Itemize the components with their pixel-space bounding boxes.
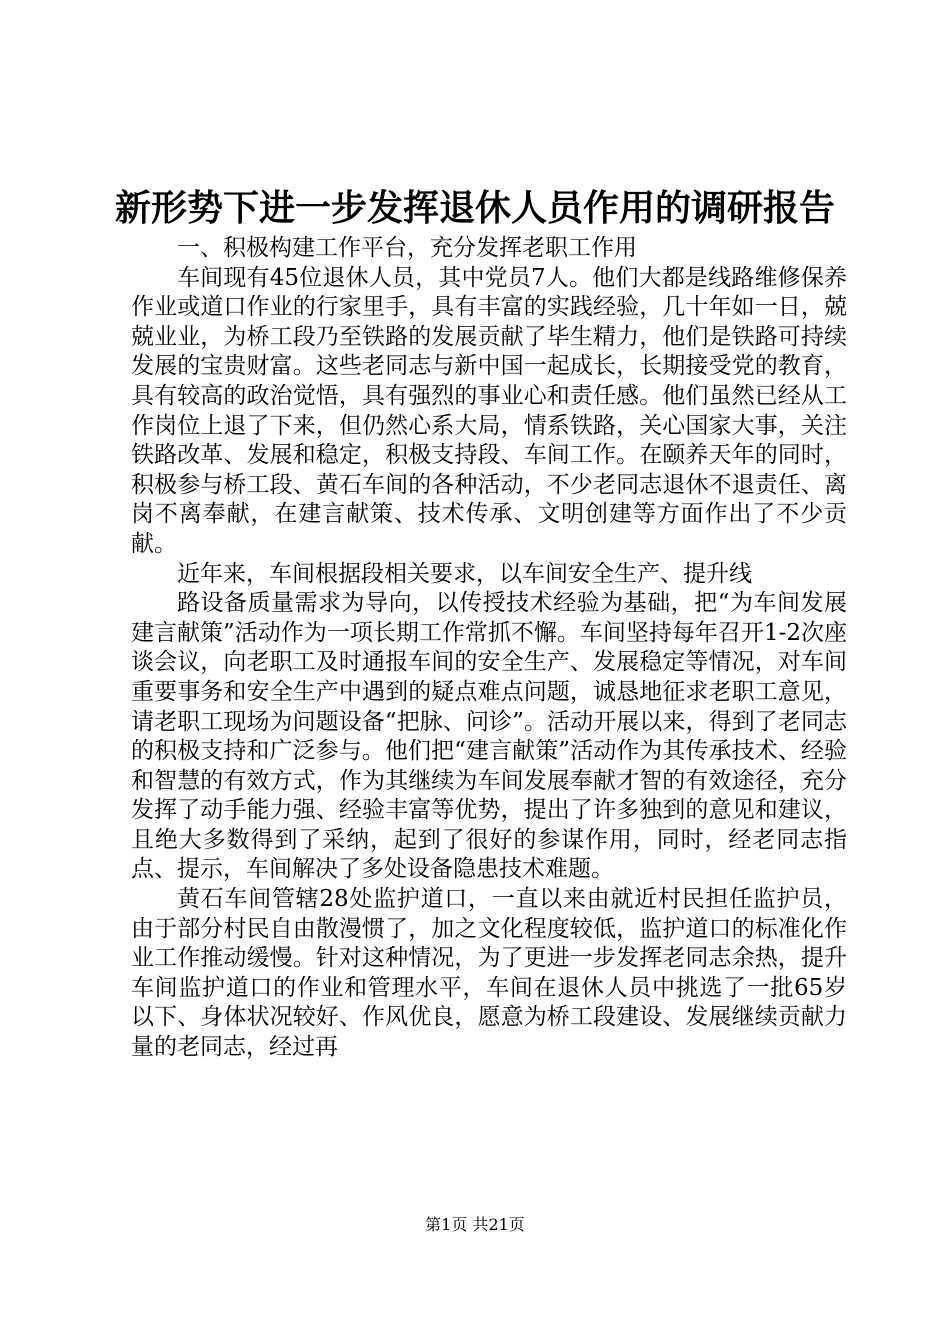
- body-paragraph: 路设备质量需求为导向，以传授技术经验为基础，把“为车间发展建言献策”活动作为一项长期工作常抓不懈。车间坚持每年召开1-2次座谈会议，向老职工及时通报车间的安全生产、发展稳定等情况，对车间重要事务和安全生产中遇到的疑点难点问题，诚恳地征求老职工意见，请老职工现场为问题设备“把脉、问诊”。活动开展以来，得到了老同志的积极支持和广泛参与。他们把“建言献策”活动作为其传承技术、经验和智慧的有效方式，作为其继续为车间发展奉献才智的有效途径，充分发挥了动手能力强、经验丰富等优势，提出了许多独到的意见和建议，且绝大多数得到了采纳，起到了很好的参谋作用，同时，经老同志指点、提示，车间解决了多处设备隐患技术难题。: [131, 590, 847, 883]
- body-paragraph: 近年来，车间根据段相关要求，以车间安全生产、提升线: [177, 560, 752, 587]
- body-paragraph: 车间现有45位退休人员，其中党员7人。他们大都是线路维修保养作业或道口作业的行家里手，具有丰富的实践经验，几十年如一日，兢兢业业，为桥工段乃至铁路的发展贡献了毕生精力，他们是铁路可持续发展的宝贵财富。这些老同志与新中国一起成长，长期接受党的教育，具有较高的政治觉悟，具有强烈的事业心和责任感。他们虽然已经从工作岗位上退了下来，但仍然心系大局，情系铁路，关心国家大事，关注铁路改革、发展和稳定，积极支持段、车间工作。在颐养天年的同时，积极参与桥工段、黄石车间的各种活动，不少老同志退休不退责任、离岗不离奉献，在建言献策、技术传承、文明创建等方面作出了不少贡献。: [131, 264, 847, 557]
- body-paragraph: 黄石车间管辖28处监护道口，一直以来由就近村民担任监护员，由于部分村民自由散漫惯了，加之文化程度较低，监护道口的标准化作业工作推动缓慢。针对这种情况，为了更进一步发挥老同志余热，提升车间监护道口的作业和管理水平，车间在退休人员中挑选了一批65岁以下、身体状况较好、作风优良，愿意为桥工段建设、发展继续贡献力量的老同志，经过再: [131, 886, 847, 1061]
- document-title: 新形势下进一步发挥退休人员作用的调研报告: [114, 187, 835, 229]
- page-footer: 第1页 共21页: [425, 1215, 525, 1234]
- document-body: [131, 234, 847, 1063]
- section-heading: 一、积极构建工作平台，充分发挥老职工作用: [177, 235, 637, 261]
